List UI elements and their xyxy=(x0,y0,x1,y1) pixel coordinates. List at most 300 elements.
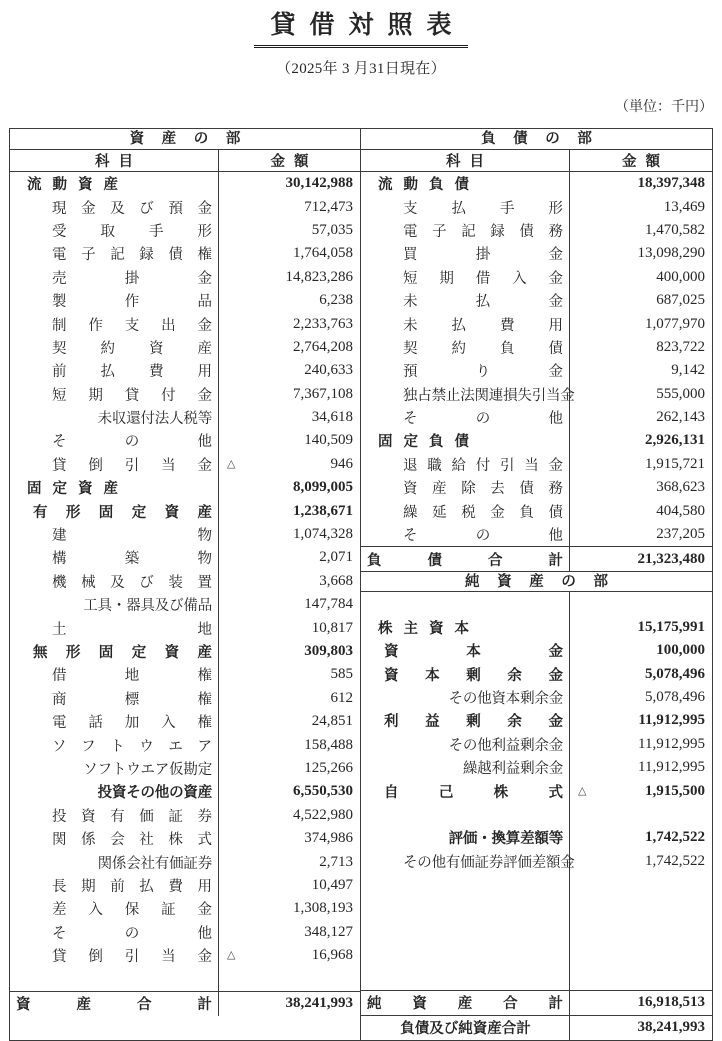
liabilities-amount-cell xyxy=(570,406,712,429)
assets-amount-value: 14,823,286 xyxy=(285,268,353,285)
liabilities-total-label-cell xyxy=(361,547,570,571)
as-of-date: （2025年 3 月31日現在） xyxy=(276,61,446,78)
table-row xyxy=(361,312,712,335)
table-row xyxy=(10,359,360,382)
networth-amount-value: 5,078,496 xyxy=(645,665,705,682)
table-row xyxy=(361,383,712,406)
assets-item-cell xyxy=(10,195,219,218)
assets-amount-cell xyxy=(219,897,360,920)
table-row xyxy=(10,383,360,406)
assets-amount-value: 2,071 xyxy=(319,549,353,566)
table-row xyxy=(361,336,712,359)
assets-item-cell xyxy=(10,733,219,756)
table-row xyxy=(10,874,360,897)
assets-item-cell xyxy=(10,336,219,359)
assets-total-label-cell xyxy=(10,992,219,1016)
networth-item-label: その他利益剰余金 xyxy=(448,737,563,754)
assets-amount-cell xyxy=(219,593,360,616)
networth-amount-value: 11,912,995 xyxy=(638,735,705,752)
negative-triangle-icon: △ xyxy=(578,784,587,797)
table-row xyxy=(361,873,712,896)
assets-amount-value: 1,764,058 xyxy=(293,245,353,262)
liabilities-item-label: 退職給付引当金 xyxy=(403,457,563,474)
assets-amount-value: 2,233,763 xyxy=(293,315,353,332)
assets-item-label: 貸倒引当金 xyxy=(52,949,212,966)
networth-total-row xyxy=(361,990,712,1015)
assets-amount-cell xyxy=(219,663,360,686)
assets-item-cell xyxy=(10,897,219,920)
liabilities-total-label: 負債合計 xyxy=(367,552,563,569)
assets-amount-cell xyxy=(219,687,360,710)
liabilities-amount-cell xyxy=(570,359,712,382)
assets-item-cell xyxy=(10,944,219,967)
networth-amount-cell xyxy=(570,873,712,896)
assets-amount-value: 1,074,328 xyxy=(293,526,353,543)
table-row xyxy=(361,639,712,662)
assets-amount-cell xyxy=(219,874,360,897)
networth-item-cell xyxy=(361,967,570,990)
networth-item-cell xyxy=(361,756,570,779)
assets-amount-cell xyxy=(219,453,360,476)
assets-amount-value: 946 xyxy=(330,455,353,472)
assets-amount-cell xyxy=(219,967,360,990)
assets-amount-cell xyxy=(219,359,360,382)
liabilities-amount-value: 404,580 xyxy=(656,502,705,519)
networth-amount-cell xyxy=(570,709,712,732)
assets-amount-value: 1,308,193 xyxy=(293,900,353,917)
liabilities-item-label: 支払手形 xyxy=(403,200,563,217)
table-row xyxy=(361,803,712,826)
liabilities-item-label: 短期借入金 xyxy=(403,270,563,287)
liabilities-item-label: 流動負債 xyxy=(378,177,480,194)
networth-amount-value: 5,078,496 xyxy=(645,689,705,705)
table-row xyxy=(361,920,712,943)
assets-item-cell xyxy=(10,312,219,335)
assets-amount-value: 1,238,671 xyxy=(293,502,353,519)
networth-item-cell xyxy=(361,662,570,685)
assets-item-cell xyxy=(10,242,219,265)
assets-item-label: ソフトウエア xyxy=(52,738,212,755)
networth-item-label: その他資本剰余金 xyxy=(448,691,563,707)
balance-sheet-table xyxy=(9,128,713,1041)
networth-amount-value: 100,000 xyxy=(656,642,705,659)
liabilities-amount-cell xyxy=(570,429,712,452)
liabilities-amount-value: 2,926,131 xyxy=(645,432,705,449)
table-row xyxy=(10,757,360,780)
assets-amount-value: 140,509 xyxy=(304,432,353,449)
assets-item-cell xyxy=(10,289,219,312)
liabilities-amount-cell xyxy=(570,523,712,546)
assets-amount-cell xyxy=(219,944,360,967)
table-row xyxy=(361,242,712,265)
table-row xyxy=(10,312,360,335)
networth-item-cell xyxy=(361,826,570,849)
assets-amount-value: 16,968 xyxy=(311,947,353,964)
networth-amount-cell xyxy=(570,943,712,966)
assets-item-label: 借地権 xyxy=(52,668,212,685)
networth-item-cell xyxy=(361,616,570,639)
liabilities-amount-value: 368,623 xyxy=(656,479,705,496)
liabilities-amount-cell xyxy=(570,172,712,195)
grand-total-amount: 38,241,993 xyxy=(637,1019,705,1036)
table-row xyxy=(10,499,360,522)
table-row xyxy=(10,172,360,195)
assets-item-label: 土地 xyxy=(52,621,212,638)
liabilities-item-cell xyxy=(361,219,570,242)
liabilities-item-cell xyxy=(361,242,570,265)
assets-item-cell xyxy=(10,780,219,803)
liabilities-item-label: 繰延税金負債 xyxy=(403,504,563,521)
assets-amount-cell xyxy=(219,804,360,827)
assets-item-label: 制作支出金 xyxy=(52,317,212,334)
table-row xyxy=(361,943,712,966)
assets-amount-value: 2,764,208 xyxy=(293,338,353,355)
liabilities-amount-value: 18,397,348 xyxy=(637,175,705,192)
networth-amount-cell xyxy=(570,920,712,943)
table-row xyxy=(361,850,712,873)
assets-amount-value: 30,142,988 xyxy=(285,175,353,192)
liabilities-item-cell xyxy=(361,359,570,382)
assets-amount-cell xyxy=(219,640,360,663)
assets-amount-cell xyxy=(219,757,360,780)
table-row xyxy=(361,709,712,732)
networth-item-cell xyxy=(361,709,570,732)
assets-item-label: 構築物 xyxy=(52,551,212,568)
liabilities-section-banner: 負 債 の 部 xyxy=(361,129,712,150)
liabilities-amount-value: 237,205 xyxy=(656,526,705,543)
table-row xyxy=(361,826,712,849)
networth-item-cell xyxy=(361,686,570,709)
assets-item-label: 長期前払費用 xyxy=(52,878,212,895)
liabilities-item-label: 預り金 xyxy=(403,364,563,381)
assets-item-label: 貸倒引当金 xyxy=(52,457,212,474)
liabilities-amount-value: 13,098,290 xyxy=(637,245,705,262)
liabilities-item-cell xyxy=(361,312,570,335)
networth-amount-cell xyxy=(570,779,712,802)
liabilities-amount-cell xyxy=(570,266,712,289)
assets-amount-cell xyxy=(219,733,360,756)
assets-amount-value: 6,550,530 xyxy=(293,783,353,800)
networth-amount-cell xyxy=(570,803,712,826)
assets-item-label: 契約資産 xyxy=(52,340,212,357)
assets-amount-value: 612 xyxy=(330,689,353,706)
assets-item-cell xyxy=(10,757,219,780)
table-row xyxy=(361,429,712,452)
table-row xyxy=(10,476,360,499)
assets-section-banner: 資 産 の 部 xyxy=(10,129,360,150)
assets-item-cell xyxy=(10,453,219,476)
assets-amount-cell xyxy=(219,616,360,639)
assets-amount-cell xyxy=(219,546,360,569)
networth-amount-value: 1,915,500 xyxy=(645,782,705,799)
assets-item-cell xyxy=(10,219,219,242)
table-row xyxy=(10,616,360,639)
assets-item-label: 現金及び預金 xyxy=(52,200,212,217)
liabilities-amount-value: 823,722 xyxy=(656,338,705,355)
table-row xyxy=(10,663,360,686)
liabilities-item-cell xyxy=(361,289,570,312)
assets-amount-value: 374,986 xyxy=(304,830,353,847)
assets-amount-value: 125,266 xyxy=(304,759,353,776)
networth-amount-value: 15,175,991 xyxy=(637,618,705,635)
liabilities-total-row xyxy=(361,546,712,571)
networth-item-cell xyxy=(361,779,570,802)
networth-amount-cell xyxy=(570,896,712,919)
assets-item-cell xyxy=(10,921,219,944)
table-row xyxy=(10,195,360,218)
liabilities-amount-value: 555,000 xyxy=(656,385,705,402)
networth-amount-cell xyxy=(570,662,712,685)
assets-item-label: その他 xyxy=(52,925,212,942)
unit-note: （単位：千円） xyxy=(615,100,713,116)
networth-row-list xyxy=(361,592,712,990)
assets-amount-cell xyxy=(219,336,360,359)
table-row xyxy=(10,523,360,546)
table-row xyxy=(10,897,360,920)
assets-item-cell xyxy=(10,523,219,546)
liabilities-equity-table xyxy=(361,128,713,1041)
liabilities-item-cell xyxy=(361,499,570,522)
assets-item-cell xyxy=(10,874,219,897)
networth-item-cell xyxy=(361,803,570,826)
networth-amount-cell xyxy=(570,733,712,756)
assets-amount-value: 10,817 xyxy=(311,619,353,636)
liabilities-item-cell xyxy=(361,476,570,499)
assets-item-cell xyxy=(10,172,219,195)
liabilities-amount-value: 262,143 xyxy=(656,409,705,426)
networth-amount-cell xyxy=(570,639,712,662)
assets-amount-value: 3,668 xyxy=(319,572,353,589)
table-row xyxy=(10,921,360,944)
networth-amount-cell xyxy=(570,686,712,709)
networth-total-label: 純資産合計 xyxy=(367,996,563,1013)
table-row xyxy=(361,967,712,990)
networth-amount-value: 11,912,995 xyxy=(638,759,705,776)
assets-header-row xyxy=(10,150,360,172)
networth-amount-cell xyxy=(570,592,712,615)
assets-amount-value: 2,713 xyxy=(319,853,353,870)
table-row xyxy=(361,896,712,919)
networth-item-cell xyxy=(361,920,570,943)
networth-amount-cell xyxy=(570,756,712,779)
table-row xyxy=(10,850,360,873)
table-row xyxy=(10,336,360,359)
negative-triangle-icon: △ xyxy=(227,949,236,962)
assets-item-label: 固定資産 xyxy=(27,481,129,498)
liabilities-amount-cell xyxy=(570,336,712,359)
assets-item-label: 工具・器具及び備品 xyxy=(83,598,212,615)
assets-item-label: 売掛金 xyxy=(52,270,212,287)
table-row xyxy=(10,406,360,429)
assets-amount-cell xyxy=(219,921,360,944)
assets-item-label: その他 xyxy=(52,434,212,451)
assets-item-cell xyxy=(10,710,219,733)
liabilities-item-cell xyxy=(361,195,570,218)
assets-item-cell xyxy=(10,266,219,289)
assets-item-label: 短期貸付金 xyxy=(52,387,212,404)
assets-item-cell xyxy=(10,359,219,382)
assets-amount-cell xyxy=(219,172,360,195)
table-row xyxy=(361,453,712,476)
table-row xyxy=(10,687,360,710)
networth-item-cell xyxy=(361,873,570,896)
table-row xyxy=(10,546,360,569)
assets-item-cell xyxy=(10,687,219,710)
assets-header-amount: 金額 xyxy=(270,154,318,170)
table-row xyxy=(10,219,360,242)
assets-item-cell xyxy=(10,546,219,569)
table-row xyxy=(10,944,360,967)
liabilities-item-cell xyxy=(361,172,570,195)
liabilities-item-label: 固定負債 xyxy=(378,434,480,451)
assets-item-label: 流動資産 xyxy=(27,177,129,194)
table-row xyxy=(361,499,712,522)
liabilities-amount-value: 400,000 xyxy=(656,268,705,285)
networth-item-cell xyxy=(361,592,570,615)
liabilities-item-cell xyxy=(361,383,575,406)
page-title: 貸借対照表 xyxy=(254,10,467,48)
networth-amount-cell xyxy=(570,826,712,849)
assets-amount-cell xyxy=(219,780,360,803)
networth-item-label: 繰越利益剰余金 xyxy=(462,761,563,778)
assets-amount-cell xyxy=(219,406,360,429)
assets-amount-cell xyxy=(219,242,360,265)
assets-amount-value: 6,238 xyxy=(319,292,353,309)
liabilities-amount-cell xyxy=(570,383,712,406)
assets-item-label: 機械及び装置 xyxy=(52,574,212,591)
assets-amount-value: 240,633 xyxy=(304,362,353,379)
assets-amount-cell xyxy=(219,312,360,335)
table-row xyxy=(361,616,712,639)
assets-amount-value: 10,497 xyxy=(311,876,353,893)
table-row xyxy=(10,640,360,663)
assets-item-label: 前払費用 xyxy=(52,364,212,381)
liabilities-amount-cell xyxy=(570,242,712,265)
grand-total-label: 負債及び純資産合計 xyxy=(400,1021,531,1038)
assets-item-cell xyxy=(10,383,219,406)
assets-amount-cell xyxy=(219,266,360,289)
liabilities-total-amount: 21,323,480 xyxy=(637,550,705,567)
networth-section-banner: 純 資 産 の 部 xyxy=(361,571,712,592)
table-row xyxy=(361,662,712,685)
table-row xyxy=(361,756,712,779)
assets-amount-cell xyxy=(219,219,360,242)
liabilities-item-label: 独占禁止法関連損失引当金 xyxy=(403,387,575,404)
liabilities-amount-value: 1,915,721 xyxy=(645,455,705,472)
table-row xyxy=(361,406,712,429)
assets-item-cell xyxy=(10,640,219,663)
table-row xyxy=(361,172,712,195)
assets-item-label: 電話加入権 xyxy=(52,715,212,732)
assets-item-label: 投資有価証券 xyxy=(52,808,212,825)
networth-amount-cell xyxy=(570,850,712,873)
table-row xyxy=(10,780,360,803)
title-block xyxy=(0,0,722,48)
table-row xyxy=(10,733,360,756)
liabilities-item-label: その他 xyxy=(403,528,563,545)
liabilities-amount-value: 1,470,582 xyxy=(645,221,705,238)
networth-item-label: 資本剰余金 xyxy=(384,667,563,684)
table-row xyxy=(361,476,712,499)
networth-amount-value: 1,742,522 xyxy=(645,829,705,846)
assets-item-label: 関係会社株式 xyxy=(52,832,212,849)
assets-item-label: 商標権 xyxy=(52,691,212,708)
liabilities-amount-value: 13,469 xyxy=(663,198,705,215)
liabilities-item-label: その他 xyxy=(403,411,563,428)
liabilities-item-label: 契約負債 xyxy=(403,340,563,357)
liabilities-item-label: 買掛金 xyxy=(403,247,563,264)
assets-item-cell xyxy=(10,616,219,639)
liabilities-amount-cell xyxy=(570,453,712,476)
liabilities-item-cell xyxy=(361,266,570,289)
table-row xyxy=(361,195,712,218)
assets-item-cell xyxy=(10,476,219,499)
table-row xyxy=(10,242,360,265)
assets-item-cell xyxy=(10,663,219,686)
networth-item-cell xyxy=(361,896,570,919)
liabilities-item-label: 資産除去債務 xyxy=(403,481,563,498)
assets-amount-value: 712,473 xyxy=(304,198,353,215)
assets-amount-cell xyxy=(219,429,360,452)
assets-item-label: 製作品 xyxy=(52,294,212,311)
assets-amount-cell xyxy=(219,195,360,218)
table-row xyxy=(10,967,360,990)
liabilities-item-label: 電子記録債務 xyxy=(403,223,563,240)
table-row xyxy=(10,429,360,452)
liabilities-row-list xyxy=(361,172,712,546)
networth-total-label-cell xyxy=(361,991,570,1015)
assets-amount-value: 147,784 xyxy=(304,596,353,613)
liabilities-item-cell xyxy=(361,336,570,359)
liabilities-amount-value: 687,025 xyxy=(656,292,705,309)
assets-total-label: 資産合計 xyxy=(16,997,212,1014)
table-row xyxy=(10,453,360,476)
assets-item-cell xyxy=(10,827,219,850)
table-row xyxy=(361,266,712,289)
assets-amount-value: 7,367,108 xyxy=(293,385,353,402)
assets-amount-cell xyxy=(219,383,360,406)
assets-amount-value: 309,803 xyxy=(304,643,353,659)
assets-amount-value: 4,522,980 xyxy=(293,806,353,823)
assets-amount-cell xyxy=(219,476,360,499)
assets-item-label: 未収還付法人税等 xyxy=(97,411,212,428)
networth-item-cell xyxy=(361,639,570,662)
assets-item-label: 建物 xyxy=(52,528,212,545)
liabilities-amount-cell xyxy=(570,476,712,499)
liabilities-item-cell xyxy=(361,523,570,546)
table-row xyxy=(10,266,360,289)
liabilities-amount-cell xyxy=(570,195,712,218)
liabilities-item-cell xyxy=(361,453,570,476)
liabilities-item-cell xyxy=(361,406,570,429)
assets-total-row xyxy=(10,991,360,1016)
assets-amount-value: 585 xyxy=(330,666,353,683)
table-row xyxy=(361,592,712,615)
assets-row-list xyxy=(10,172,360,991)
assets-amount-value: 348,127 xyxy=(304,923,353,940)
table-row xyxy=(361,686,712,709)
liabilities-item-cell xyxy=(361,429,570,452)
assets-item-label: 受取手形 xyxy=(52,223,212,240)
table-row xyxy=(361,779,712,802)
liabilities-amount-cell xyxy=(570,219,712,242)
assets-amount-cell xyxy=(219,570,360,593)
liabilities-amount-value: 1,077,970 xyxy=(645,315,705,332)
table-row xyxy=(10,289,360,312)
assets-item-label: 電子記録債権 xyxy=(52,247,212,264)
assets-item-cell xyxy=(10,429,219,452)
assets-item-label: 関係会社有価証券 xyxy=(97,855,212,872)
